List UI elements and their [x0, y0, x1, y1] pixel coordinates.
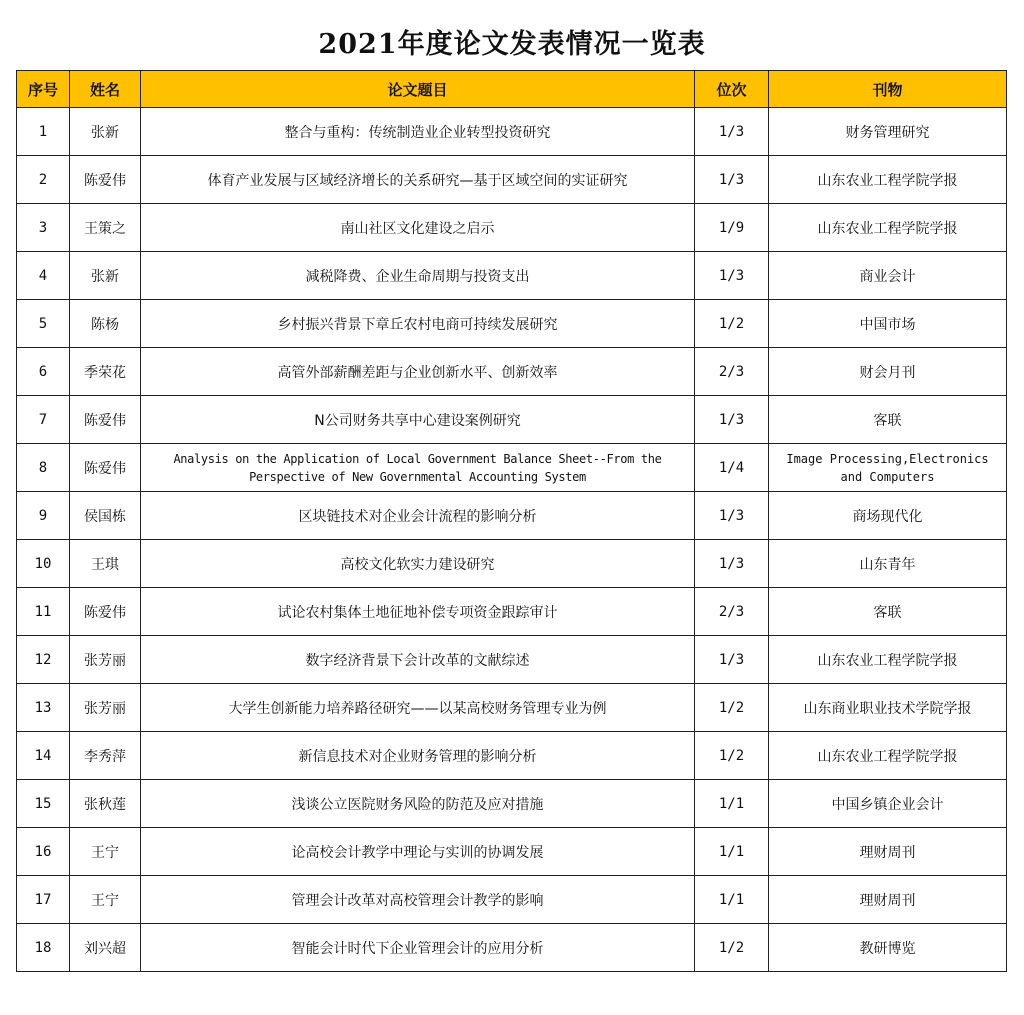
journal-cell: 客联 — [769, 588, 1007, 636]
author-position-cell: 1/3 — [695, 108, 769, 156]
journal-cell: 山东农业工程学院学报 — [769, 156, 1007, 204]
serial-number-cell: 11 — [17, 588, 70, 636]
author-name-cell: 张新 — [70, 252, 141, 300]
journal-cell: 理财周刊 — [769, 876, 1007, 924]
serial-number-cell: 7 — [17, 396, 70, 444]
journal-cell: 山东农业工程学院学报 — [769, 204, 1007, 252]
author-name-cell: 王琪 — [70, 540, 141, 588]
serial-number-cell: 5 — [17, 300, 70, 348]
serial-number-cell: 10 — [17, 540, 70, 588]
author-name-cell: 王宁 — [70, 828, 141, 876]
author-position-cell: 1/2 — [695, 732, 769, 780]
author-position-cell: 1/1 — [695, 828, 769, 876]
table-row — [17, 444, 1007, 492]
journal-cell: 山东商业职业技术学院学报 — [769, 684, 1007, 732]
header-paper-title: 论文题目 — [141, 71, 695, 108]
table-row — [17, 828, 1007, 876]
author-position-cell: 1/9 — [695, 204, 769, 252]
author-name-cell: 季荣花 — [70, 348, 141, 396]
header-author-position: 位次 — [695, 71, 769, 108]
serial-number-cell: 16 — [17, 828, 70, 876]
author-name-cell: 张芳丽 — [70, 636, 141, 684]
table-row — [17, 204, 1007, 252]
table-row — [17, 348, 1007, 396]
author-position-cell: 1/3 — [695, 636, 769, 684]
page-title: 2021年度论文发表情况一览表 — [318, 29, 706, 60]
author-position-cell: 1/3 — [695, 492, 769, 540]
journal-cell: 商场现代化 — [769, 492, 1007, 540]
journal-cell: 财务管理研究 — [769, 108, 1007, 156]
journal-cell: 理财周刊 — [769, 828, 1007, 876]
table-row — [17, 876, 1007, 924]
author-position-cell: 1/2 — [695, 300, 769, 348]
author-name-cell: 李秀萍 — [70, 732, 141, 780]
author-name-cell: 陈爱伟 — [70, 396, 141, 444]
author-name-cell: 张秋莲 — [70, 780, 141, 828]
paper-title-cell: 论高校会计教学中理论与实训的协调发展 — [141, 828, 695, 876]
serial-number-cell: 2 — [17, 156, 70, 204]
author-name-cell: 王宁 — [70, 876, 141, 924]
paper-title-cell: 乡村振兴背景下章丘农村电商可持续发展研究 — [141, 300, 695, 348]
table-row — [17, 732, 1007, 780]
paper-title-cell: 浅谈公立医院财务风险的防范及应对措施 — [141, 780, 695, 828]
journal-cell: Image Processing,Electronics and Computers — [769, 444, 1007, 492]
author-name-cell: 刘兴超 — [70, 924, 141, 972]
paper-title-cell: 整合与重构：传统制造业企业转型投资研究 — [141, 108, 695, 156]
serial-number-cell: 18 — [17, 924, 70, 972]
journal-cell: 商业会计 — [769, 252, 1007, 300]
table-row — [17, 108, 1007, 156]
journal-cell: 山东青年 — [769, 540, 1007, 588]
paper-title-cell: 区块链技术对企业会计流程的影响分析 — [141, 492, 695, 540]
serial-number-cell: 1 — [17, 108, 70, 156]
author-position-cell: 1/2 — [695, 684, 769, 732]
author-position-cell: 1/3 — [695, 252, 769, 300]
serial-number-cell: 4 — [17, 252, 70, 300]
paper-title-cell: 减税降费、企业生命周期与投资支出 — [141, 252, 695, 300]
author-name-cell: 陈爱伟 — [70, 444, 141, 492]
paper-title-cell: 高校文化软实力建设研究 — [141, 540, 695, 588]
serial-number-cell: 14 — [17, 732, 70, 780]
paper-title-cell: 试论农村集体土地征地补偿专项资金跟踪审计 — [141, 588, 695, 636]
table-row — [17, 300, 1007, 348]
author-position-cell: 2/3 — [695, 348, 769, 396]
paper-title-cell: 管理会计改革对高校管理会计教学的影响 — [141, 876, 695, 924]
table-row — [17, 780, 1007, 828]
serial-number-cell: 9 — [17, 492, 70, 540]
author-position-cell: 2/3 — [695, 588, 769, 636]
serial-number-cell: 17 — [17, 876, 70, 924]
serial-number-cell: 13 — [17, 684, 70, 732]
serial-number-cell: 15 — [17, 780, 70, 828]
author-position-cell: 1/3 — [695, 540, 769, 588]
paper-title-cell: 体育产业发展与区域经济增长的关系研究—基于区域空间的实证研究 — [141, 156, 695, 204]
journal-cell: 中国市场 — [769, 300, 1007, 348]
author-position-cell: 1/1 — [695, 780, 769, 828]
paper-title-cell: 大学生创新能力培养路径研究——以某高校财务管理专业为例 — [141, 684, 695, 732]
table-row — [17, 636, 1007, 684]
header-name: 姓名 — [70, 71, 141, 108]
paper-title-cell: 数字经济背景下会计改革的文献综述 — [141, 636, 695, 684]
table-row — [17, 156, 1007, 204]
journal-cell: 财会月刊 — [769, 348, 1007, 396]
header-serial-number: 序号 — [17, 71, 70, 108]
author-position-cell: 1/4 — [695, 444, 769, 492]
author-name-cell: 陈爱伟 — [70, 588, 141, 636]
author-name-cell: 陈杨 — [70, 300, 141, 348]
journal-cell: 客联 — [769, 396, 1007, 444]
author-name-cell: 陈爱伟 — [70, 156, 141, 204]
table-row — [17, 684, 1007, 732]
author-position-cell: 1/3 — [695, 156, 769, 204]
table-row — [17, 492, 1007, 540]
table-row — [17, 588, 1007, 636]
paper-title-cell: 新信息技术对企业财务管理的影响分析 — [141, 732, 695, 780]
journal-cell: 山东农业工程学院学报 — [769, 636, 1007, 684]
serial-number-cell: 12 — [17, 636, 70, 684]
serial-number-cell: 3 — [17, 204, 70, 252]
journal-cell: 教研博览 — [769, 924, 1007, 972]
author-name-cell: 张芳丽 — [70, 684, 141, 732]
table-row — [17, 396, 1007, 444]
author-position-cell: 1/2 — [695, 924, 769, 972]
table-row — [17, 540, 1007, 588]
author-name-cell: 张新 — [70, 108, 141, 156]
journal-cell: 山东农业工程学院学报 — [769, 732, 1007, 780]
table-body — [17, 108, 1007, 972]
table-row — [17, 924, 1007, 972]
publications-table — [16, 70, 1007, 972]
paper-title-cell: Analysis on the Application of Local Government Balance Sheet--From the Perspective of New Governmental Accounting System — [141, 444, 695, 492]
paper-title-cell: 智能会计时代下企业管理会计的应用分析 — [141, 924, 695, 972]
author-name-cell: 王策之 — [70, 204, 141, 252]
author-position-cell: 1/3 — [695, 396, 769, 444]
author-position-cell: 1/1 — [695, 876, 769, 924]
paper-title-cell: 南山社区文化建设之启示 — [141, 204, 695, 252]
table-row — [17, 252, 1007, 300]
serial-number-cell: 8 — [17, 444, 70, 492]
journal-cell: 中国乡镇企业会计 — [769, 780, 1007, 828]
paper-title-cell: 高管外部薪酬差距与企业创新水平、创新效率 — [141, 348, 695, 396]
paper-title-cell: N公司财务共享中心建设案例研究 — [141, 396, 695, 444]
table-header-row — [17, 71, 1007, 108]
header-journal: 刊物 — [769, 71, 1007, 108]
author-name-cell: 侯国栋 — [70, 492, 141, 540]
serial-number-cell: 6 — [17, 348, 70, 396]
